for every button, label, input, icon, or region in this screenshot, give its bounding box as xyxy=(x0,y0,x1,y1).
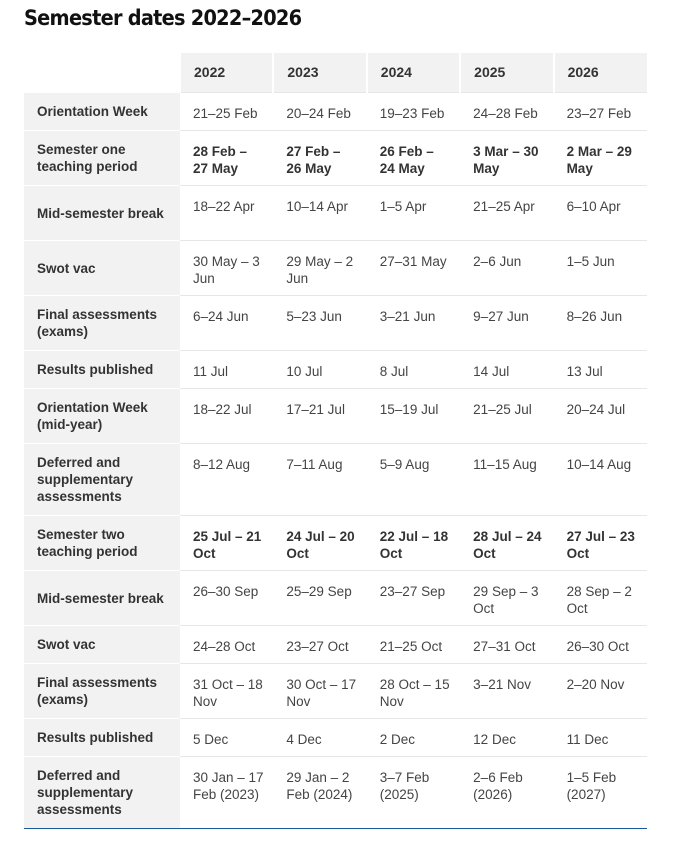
table-row xyxy=(24,571,647,626)
row-label: Results published xyxy=(24,719,180,757)
table-cell: 26–30 Oct xyxy=(554,626,647,664)
table-cell: 24–28 Oct xyxy=(180,626,273,664)
row-label: Swot vac xyxy=(24,626,180,664)
table-cell: 1–5 Feb (2027) xyxy=(554,757,647,829)
table-cell: 27–31 Oct xyxy=(460,626,553,664)
table-cell: 3 Mar – 30 May xyxy=(460,131,553,186)
row-label: Final assessments (exams) xyxy=(24,664,180,719)
table-cell: 11–15 Aug xyxy=(460,444,553,516)
table-cell: 18–22 Apr xyxy=(180,186,273,241)
table-row xyxy=(24,719,647,757)
table-cell: 8–12 Aug xyxy=(180,444,273,516)
table-cell: 21–25 Feb xyxy=(180,93,273,131)
table-cell: 30 Jan – 17 Feb (2023) xyxy=(180,757,273,829)
table-cell: 21–25 Jul xyxy=(460,389,553,444)
table-cell: 23–27 Feb xyxy=(554,93,647,131)
table-row xyxy=(24,626,647,664)
table-cell: 5–23 Jun xyxy=(273,296,366,351)
table-cell: 7–11 Aug xyxy=(273,444,366,516)
row-label: Final assessments (exams) xyxy=(24,296,180,351)
table-row xyxy=(24,444,647,516)
header-year-2026: 2026 xyxy=(554,53,647,93)
table-row xyxy=(24,93,647,131)
table-row xyxy=(24,757,647,829)
table-cell: 1–5 Jun xyxy=(554,241,647,296)
row-label: Semester two teaching period xyxy=(24,516,180,571)
row-label: Semester one teaching period xyxy=(24,131,180,186)
table-cell: 2 Dec xyxy=(367,719,460,757)
table-cell: 30 Oct – 17 Nov xyxy=(273,664,366,719)
table-cell: 27–31 May xyxy=(367,241,460,296)
table-cell: 10–14 Apr xyxy=(273,186,366,241)
table-cell: 27 Jul – 23 Oct xyxy=(554,516,647,571)
table-cell: 20–24 Feb xyxy=(273,93,366,131)
row-label: Results published xyxy=(24,351,180,389)
table-cell: 8 Jul xyxy=(367,351,460,389)
header-year-2023: 2023 xyxy=(273,53,366,93)
table-cell: 12 Dec xyxy=(460,719,553,757)
table-cell: 28 Feb – 27 May xyxy=(180,131,273,186)
table-cell: 20–24 Jul xyxy=(554,389,647,444)
table-cell: 23–27 Oct xyxy=(273,626,366,664)
table-cell: 2–6 Jun xyxy=(460,241,553,296)
table-cell: 27 Feb – 26 May xyxy=(273,131,366,186)
table-row xyxy=(24,389,647,444)
table-cell: 25 Jul – 21 Oct xyxy=(180,516,273,571)
table-cell: 29 May – 2 Jun xyxy=(273,241,366,296)
table-cell: 25–29 Sep xyxy=(273,571,366,626)
header-corner xyxy=(24,53,180,93)
table-cell: 6–24 Jun xyxy=(180,296,273,351)
table-cell: 5–9 Aug xyxy=(367,444,460,516)
table-cell: 3–21 Jun xyxy=(367,296,460,351)
table-cell: 8–26 Jun xyxy=(554,296,647,351)
row-label: Orientation Week (mid-year) xyxy=(24,389,180,444)
table-row xyxy=(24,296,647,351)
header-row xyxy=(24,53,647,93)
table-cell: 18–22 Jul xyxy=(180,389,273,444)
table-row xyxy=(24,351,647,389)
row-label: Deferred and supplementary assessments xyxy=(24,757,180,829)
table-row xyxy=(24,664,647,719)
table-cell: 19–23 Feb xyxy=(367,93,460,131)
table-cell: 31 Oct – 18 Nov xyxy=(180,664,273,719)
table-row xyxy=(24,516,647,571)
table-cell: 11 Jul xyxy=(180,351,273,389)
table-cell: 2–20 Nov xyxy=(554,664,647,719)
table-cell: 2 Mar – 29 May xyxy=(554,131,647,186)
row-label: Deferred and supplementary assessments xyxy=(24,444,180,516)
table-row xyxy=(24,131,647,186)
table-cell: 15–19 Jul xyxy=(367,389,460,444)
header-year-2022: 2022 xyxy=(180,53,273,93)
table-cell: 3–7 Feb (2025) xyxy=(367,757,460,829)
table-cell: 14 Jul xyxy=(460,351,553,389)
table-cell: 29 Jan – 2 Feb (2024) xyxy=(273,757,366,829)
row-label: Mid-semester break xyxy=(24,186,180,241)
row-label: Orientation Week xyxy=(24,93,180,131)
table-cell: 3–21 Nov xyxy=(460,664,553,719)
table-cell: 29 Sep – 3 Oct xyxy=(460,571,553,626)
table-row xyxy=(24,241,647,296)
table-cell: 13 Jul xyxy=(554,351,647,389)
table-cell: 11 Dec xyxy=(554,719,647,757)
table-cell: 26–30 Sep xyxy=(180,571,273,626)
table-cell: 21–25 Oct xyxy=(367,626,460,664)
page-title: Semester dates 2022–2026 xyxy=(24,6,302,30)
table-cell: 10–14 Aug xyxy=(554,444,647,516)
table-cell: 23–27 Sep xyxy=(367,571,460,626)
table-cell: 28 Sep – 2 Oct xyxy=(554,571,647,626)
table-cell: 24 Jul – 20 Oct xyxy=(273,516,366,571)
header-year-2025: 2025 xyxy=(460,53,553,93)
table-cell: 30 May – 3 Jun xyxy=(180,241,273,296)
table-cell: 4 Dec xyxy=(273,719,366,757)
table-row xyxy=(24,186,647,241)
table-cell: 17–21 Jul xyxy=(273,389,366,444)
semester-dates-table xyxy=(24,53,647,829)
table-cell: 5 Dec xyxy=(180,719,273,757)
table-cell: 9–27 Jun xyxy=(460,296,553,351)
header-year-2024: 2024 xyxy=(367,53,460,93)
table-cell: 28 Jul – 24 Oct xyxy=(460,516,553,571)
table-cell: 24–28 Feb xyxy=(460,93,553,131)
row-label: Mid-semester break xyxy=(24,571,180,626)
row-label: Swot vac xyxy=(24,241,180,296)
table-cell: 21–25 Apr xyxy=(460,186,553,241)
table-cell: 22 Jul – 18 Oct xyxy=(367,516,460,571)
table-cell: 26 Feb – 24 May xyxy=(367,131,460,186)
table-cell: 10 Jul xyxy=(273,351,366,389)
table-cell: 1–5 Apr xyxy=(367,186,460,241)
table-cell: 2–6 Feb (2026) xyxy=(460,757,553,829)
table-cell: 6–10 Apr xyxy=(554,186,647,241)
table-cell: 28 Oct – 15 Nov xyxy=(367,664,460,719)
